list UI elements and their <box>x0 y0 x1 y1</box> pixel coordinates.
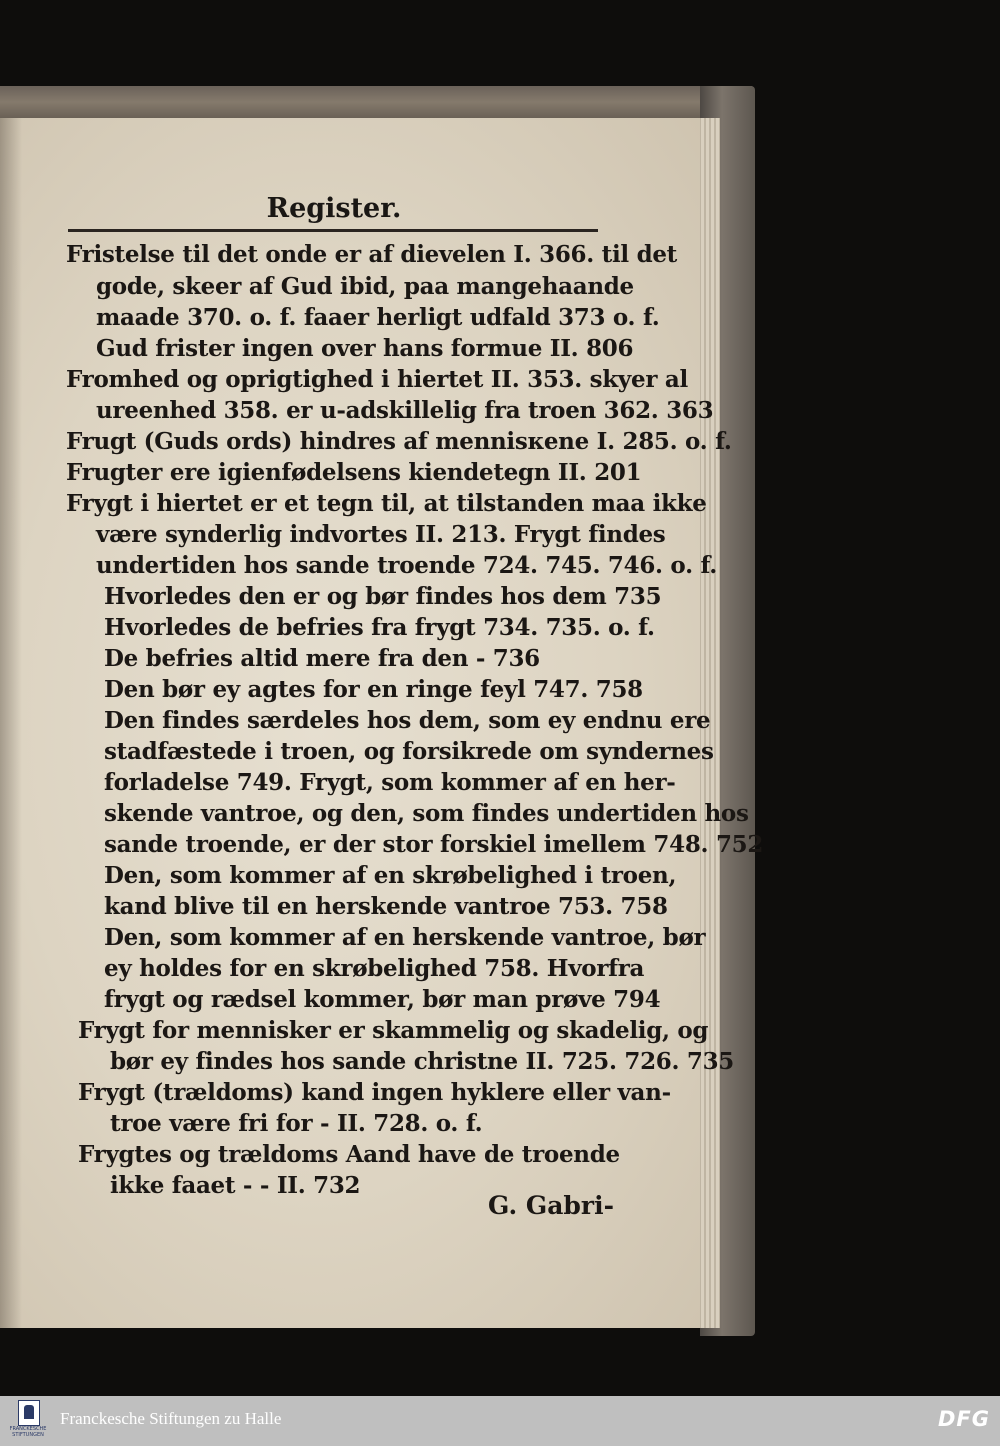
entry-line: Den, som kommer af en herskende vantroe, bør <box>104 924 706 951</box>
entry-line: Den findes særdeles hos dem, som ey endnu ere <box>104 707 711 734</box>
entry-line: Hvorledes den er og bør findes hos dem 735 <box>104 583 662 610</box>
entry-line: skende vantroe, og den, som findes undertiden hos <box>104 800 749 827</box>
entry-line: ureenhed 358. er u-adskillelig fra troen 362. 363 <box>96 397 714 424</box>
catchword: G. Gabri- <box>488 1191 614 1220</box>
entry-line: ikke faaet - - II. 732 <box>110 1172 361 1199</box>
dfg-logo[interactable]: DFG <box>937 1407 990 1431</box>
entry-line: Frygt (trældoms) kand ingen hyklere eller van- <box>78 1079 671 1106</box>
entry-line: Fromhed og oprigtighed i hiertet II. 353. skyer al <box>66 366 688 393</box>
entry-line: være synderlig indvortes II. 213. Frygt findes <box>96 521 666 548</box>
header-rule <box>68 229 598 232</box>
entry-line: Fristelse til det onde er af dievelen I. 366. til det <box>66 241 678 268</box>
entry-line: bør ey findes hos sande christne II. 725. 726. 735 <box>110 1048 735 1075</box>
entry-line: maade 370. o. f. faaer herligt udfald 373 o. f. <box>96 304 660 331</box>
entry-line: undertiden hos sande troende 724. 745. 746. o. f. <box>96 552 717 579</box>
entry-line: ey holdes for en skrøbelighed 758. Hvorfra <box>104 955 645 982</box>
entry-line: Frygtes og trældoms Aand have de troende <box>78 1141 620 1168</box>
entry-line: Den, som kommer af en skrøbelighed i troen, <box>104 862 677 889</box>
entry-line: De befries altid mere fra den - 736 <box>104 645 540 672</box>
entry-line: Frygt for mennisker er skammelig og skadelig, og <box>78 1017 709 1044</box>
viewer-footer <box>0 1396 1000 1446</box>
entry-line: Frygt i hiertet er et tegn til, at tilstanden maa ikke <box>66 490 707 517</box>
entry-line: sande troende, er der stor forskiel imellem 748. 752 <box>104 831 764 858</box>
institution-name[interactable]: Franckesche Stiftungen zu Halle <box>60 1409 282 1428</box>
logo-text: FRANCKESCHE STIFTUNGEN <box>9 1426 47 1438</box>
entry-line: frygt og rædsel kommer, bør man prøve 794 <box>104 986 661 1013</box>
entry-line: forladelse 749. Frygt, som kommer af en her- <box>104 769 676 796</box>
entry-line: gode, skeer af Gud ibid, paa mangehaande <box>96 273 634 300</box>
page-gutter-shadow <box>0 118 22 1328</box>
entry-line: Gud frister ingen over hans formue II. 806 <box>96 335 634 362</box>
entry-line: troe være fri for - II. 728. o. f. <box>110 1110 483 1137</box>
entry-line: Den bør ey agtes for en ringe feyl 747. 758 <box>104 676 643 703</box>
entry-line: Frugter ere igienfødelsens kiendetegn II. 201 <box>66 459 642 486</box>
francke-logo[interactable] <box>6 1400 50 1442</box>
entry-line: Hvorledes de befries fra frygt 734. 735. o. f. <box>104 614 655 641</box>
building-icon <box>18 1400 40 1426</box>
entry-line: stadfæstede i troen, og forsikrede om syndernes <box>104 738 714 765</box>
page-header: Register. <box>266 193 402 224</box>
entry-line: kand blive til en herskende vantroe 753. 758 <box>104 893 668 920</box>
entry-line: Frugt (Guds ords) hindres af mennisкene I. 285. o. f. <box>66 428 732 455</box>
